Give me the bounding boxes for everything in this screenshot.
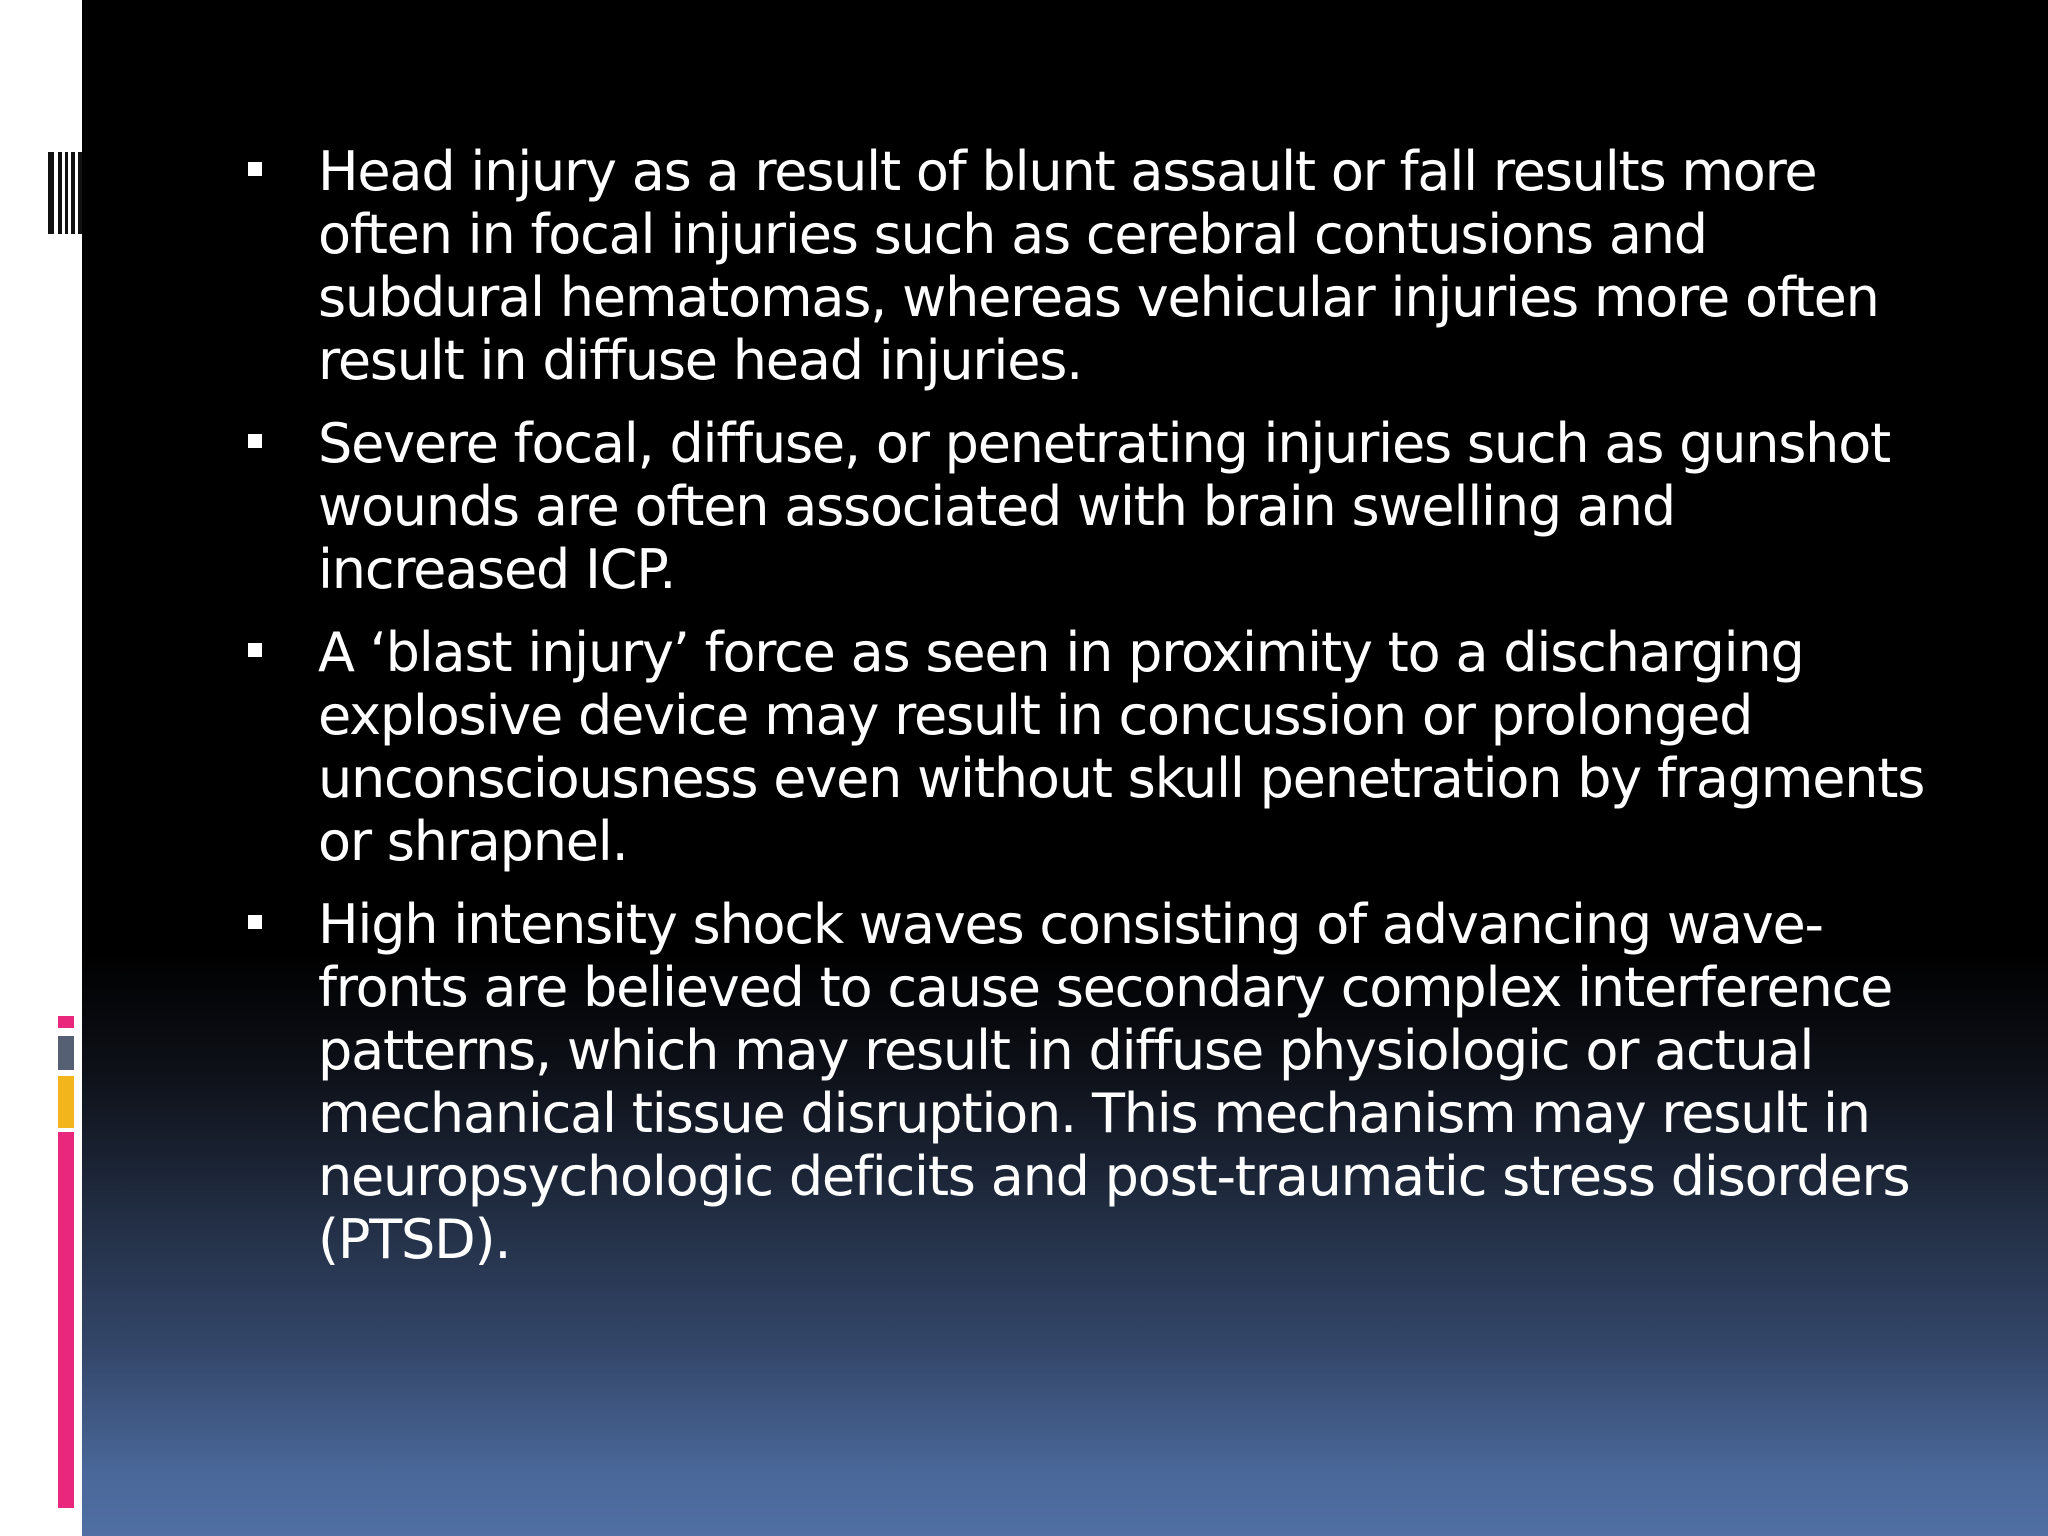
square-bullet-icon <box>248 434 262 448</box>
bullet-text: Severe focal, diffuse, or penetrating injuries such as gunshot wounds are often associated with brain swelling and increased ICP. <box>318 412 1891 601</box>
bullet-item <box>318 621 1938 873</box>
square-bullet-icon <box>248 643 262 657</box>
stripe <box>65 152 68 234</box>
left-margin-strip <box>0 0 82 1536</box>
slide-content <box>318 140 1938 1291</box>
bullet-text: A ‘blast injury’ force as seen in proximity to a discharging explosive device may result in concussion or prolonged unconsciousness even without skull penetration by fragments or shrapnel. <box>318 621 1925 873</box>
bullet-list <box>318 140 1938 1271</box>
bullet-item <box>318 412 1938 601</box>
bullet-text: High intensity shock waves consisting of advancing wave-fronts are believed to cause secondary complex interference patterns, which may result in diffuse physiologic or actual mechanical tissue disruption. This mechanism may result in neuropsychologic deficits and post-traumatic stress disorders (PTSD). <box>318 893 1910 1271</box>
bullet-item <box>318 893 1938 1271</box>
bullet-item <box>318 140 1938 392</box>
square-bullet-icon <box>248 915 262 929</box>
stripe <box>71 152 75 234</box>
accent-bar-yellow <box>58 1076 74 1128</box>
accent-bar-pink <box>58 1132 74 1508</box>
square-bullet-icon <box>248 162 262 176</box>
stripe <box>58 152 62 234</box>
accent-bar-gray <box>58 1036 74 1070</box>
stripe <box>48 152 54 234</box>
bullet-text: Head injury as a result of blunt assault or fall results more often in focal injuries such as cerebral contusions and subdural hematomas, whereas vehicular injuries more often result in diffuse head injuries. <box>318 140 1879 392</box>
accent-bar-pink-small <box>58 1016 74 1028</box>
decorative-stripes <box>48 152 82 234</box>
